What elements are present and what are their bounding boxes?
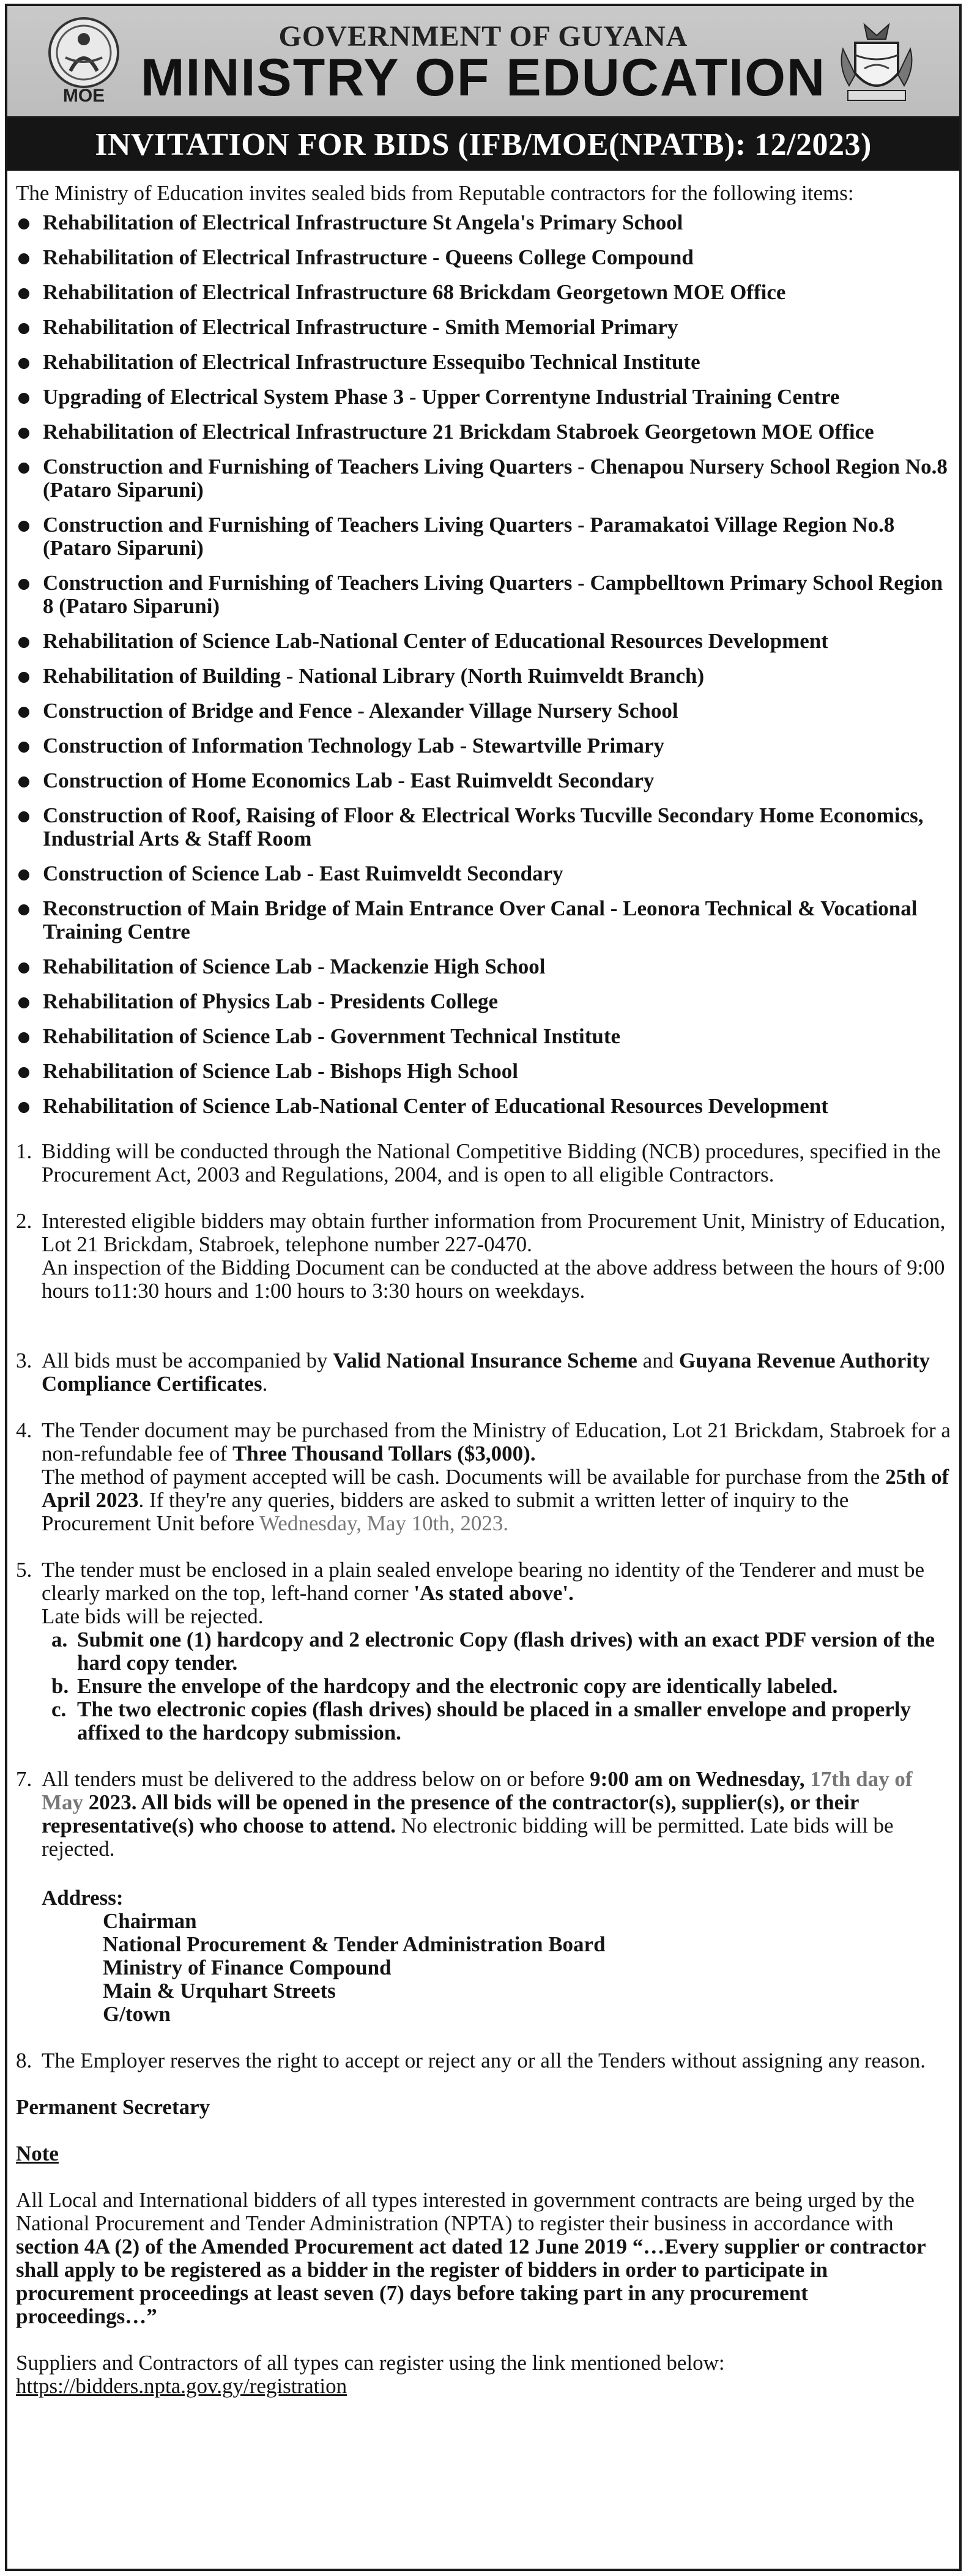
sub-item-text: Ensure the envelope of the hardcopy and the electronic copy are identically labeled. bbox=[77, 1674, 838, 1698]
list-item: Rehabilitation of Electrical Infrastructure 21 Brickdam Stabroek Georgetown MOE Office bbox=[16, 420, 951, 444]
bid-items-list bbox=[16, 211, 951, 1118]
clause-3 bbox=[16, 1349, 951, 1396]
clause-text: All bids must be accompanied by bbox=[42, 1349, 333, 1372]
sub-item-letter: c. bbox=[51, 1697, 67, 1721]
list-item bbox=[16, 1675, 951, 1698]
deadline-year: 2023. bbox=[83, 1790, 137, 1814]
list-item: Rehabilitation of Science Lab - Mackenzie High School bbox=[16, 955, 951, 978]
clause-text: No electronic bidding will be permitted. Late bids will be rejected. bbox=[42, 1814, 894, 1861]
clause-number: 2. bbox=[16, 1209, 32, 1233]
list-item: Construction of Bridge and Fence - Alexander Village Nursery School bbox=[16, 699, 951, 723]
list-item: Rehabilitation of Science Lab - Government Technical Institute bbox=[16, 1025, 951, 1048]
list-item: Rehabilitation of Electrical Infrastructure - Queens College Compound bbox=[16, 246, 951, 269]
address-label: Address: bbox=[42, 1886, 124, 1910]
clause-text: The Employer reserves the right to accept or reject any or all the Tenders without assigning any reason. bbox=[42, 2049, 926, 2072]
bid-notice-page bbox=[5, 4, 962, 2571]
list-item: Rehabilitation of Electrical Infrastructure Essequibo Technical Institute bbox=[16, 351, 951, 374]
clause-text: The tender must be enclosed in a plain sealed envelope bearing no identity of the Tenderer and must be clearly marked on the top, left-hand corner bbox=[42, 1558, 925, 1605]
bid-opening-text: All bids will be opened in the presence of the contractor(s), supplier(s), or their representative(s) who choose to attend. bbox=[42, 1790, 859, 1837]
sub-item-text: The two electronic copies (flash drives) should be placed in a smaller envelope and properly affixed to the hardcopy submission. bbox=[77, 1697, 911, 1744]
list-item: Construction of Information Technology Lab - Stewartville Primary bbox=[16, 734, 951, 758]
clause-number: 5. bbox=[16, 1558, 32, 1582]
list-item bbox=[16, 1628, 951, 1675]
clause-text: . If they're any queries, bidders are asked to submit a written letter of inquiry to the Procurement Unit before bbox=[42, 1488, 849, 1535]
note-body: All Local and International bidders of all types interested in government contracts are being urged by the National Procurement and Tender Administration (NPTA) to register their business in accordance with bbox=[16, 2188, 915, 2235]
list-item: Reconstruction of Main Bridge of Main Entrance Over Canal - Leonora Technical & Vocational Training Centre bbox=[16, 897, 951, 944]
note-text bbox=[16, 2189, 951, 2328]
list-item: Rehabilitation of Electrical Infrastructure St Angela's Primary School bbox=[16, 211, 951, 234]
legal-section-quote: section 4A (2) of the Amended Procurement act dated 12 June 2019 “…Every supplier or contractor shall apply to be registered as a bidder in the register of bidders in order to participate in procurement proceedings at least seven (7) days before taking part in any procurement proceedings…” bbox=[16, 2235, 926, 2328]
clause-text: . bbox=[262, 1372, 268, 1396]
list-item: Upgrading of Electrical System Phase 3 - Upper Correntyne Industrial Training Centre bbox=[16, 385, 951, 409]
delivery-address bbox=[16, 1886, 951, 2026]
address-line: Chairman bbox=[103, 1909, 197, 1933]
list-item: Construction and Furnishing of Teachers Living Quarters - Chenapou Nursery School Region No.8 (Pataro Siparuni) bbox=[16, 455, 951, 502]
ministry-title: MINISTRY OF EDUCATION bbox=[140, 48, 826, 107]
intro-text: The Ministry of Education invites sealed bids from Reputable contractors for the following items: bbox=[16, 181, 854, 205]
address-line: G/town bbox=[103, 2002, 171, 2026]
list-item: Rehabilitation of Electrical Infrastructure - Smith Memorial Primary bbox=[16, 316, 951, 339]
clause-text: Interested eligible bidders may obtain further information from Procurement Unit, Ministry of Education, Lot 21 Brickdam, Stabroek, telephone number 227-0470. bbox=[42, 1209, 946, 1256]
clause-number: 7. bbox=[16, 1767, 32, 1791]
clause-5 bbox=[16, 1558, 951, 1628]
list-item: Construction of Science Lab - East Ruimveldt Secondary bbox=[16, 862, 951, 885]
address-line: National Procurement & Tender Administration Board bbox=[103, 1932, 606, 1956]
clause-number: 3. bbox=[16, 1349, 32, 1372]
clause-number: 1. bbox=[16, 1139, 32, 1163]
list-item: Rehabilitation of Electrical Infrastructure 68 Brickdam Georgetown MOE Office bbox=[16, 281, 951, 304]
notice-body bbox=[7, 171, 959, 2398]
clause-text: All tenders must be delivered to the address below on or before bbox=[42, 1767, 590, 1791]
submission-requirements-list bbox=[16, 1628, 951, 1744]
registration-link[interactable]: https://bidders.npta.gov.gy/registration bbox=[16, 2374, 347, 2398]
moe-logo-text: MOE bbox=[62, 86, 105, 106]
clause-2 bbox=[16, 1210, 951, 1303]
availability-date: 25th of April 2023 bbox=[42, 1465, 949, 1512]
nis-certificate-text: Valid National Insurance Scheme bbox=[333, 1349, 637, 1372]
marking-instruction: 'As stated above'. bbox=[414, 1581, 574, 1605]
tender-fee: Three Thousand Tollars ($3,000). bbox=[232, 1442, 536, 1465]
coat-of-arms-icon bbox=[837, 18, 916, 107]
list-item: Construction and Furnishing of Teachers Living Quarters - Paramakatoi Village Region No.8 (Pataro Siparuni) bbox=[16, 513, 951, 560]
late-bids-text: Late bids will be rejected. bbox=[42, 1604, 264, 1628]
deadline-day: 17th day of May bbox=[42, 1767, 913, 1814]
list-item: Rehabilitation of Science Lab-National Center of Educational Resources Development bbox=[16, 630, 951, 653]
clause-text: The method of payment accepted will be cash. Documents will be available for purchase from the bbox=[42, 1465, 886, 1489]
inquiry-deadline: Wednesday, May 10th, 2023. bbox=[259, 1511, 509, 1535]
list-item: Rehabilitation of Physics Lab - Presidents College bbox=[16, 990, 951, 1013]
list-item: Rehabilitation of Science Lab-National Center of Educational Resources Development bbox=[16, 1095, 951, 1118]
address-line: Ministry of Finance Compound bbox=[103, 1956, 392, 1979]
address-lines bbox=[42, 1910, 951, 2026]
sub-item-letter: b. bbox=[51, 1674, 69, 1698]
clause-4 bbox=[16, 1419, 951, 1535]
registration-text: Suppliers and Contractors of all types can register using the link mentioned below: bbox=[16, 2351, 725, 2375]
clause-text: Bidding will be conducted through the National Competitive Bidding (NCB) procedures, specified in the Procurement Act, 2003 and Regulations, 2004, and is open to all eligible Contractors. bbox=[42, 1139, 941, 1186]
address-line: Main & Urquhart Streets bbox=[103, 1979, 336, 2003]
list-item: Construction of Home Economics Lab - East Ruimveldt Secondary bbox=[16, 769, 951, 792]
list-item: Rehabilitation of Science Lab - Bishops High School bbox=[16, 1060, 951, 1083]
ministry-header bbox=[7, 6, 959, 118]
clause-text: The Tender document may be purchased from the Ministry of Education, Lot 21 Brickdam, Stabroek for a non-refundable fee of bbox=[42, 1418, 951, 1465]
government-title: GOVERNMENT OF GUYANA bbox=[278, 20, 688, 53]
clause-7 bbox=[16, 1768, 951, 1861]
clause-text: and bbox=[637, 1349, 679, 1372]
clause-8 bbox=[16, 2049, 951, 2072]
clause-number: 8. bbox=[16, 2049, 32, 2072]
ifb-title-bar: INVITATION FOR BIDS (IFB/MOE(NPATB): 12/2023) bbox=[7, 118, 959, 171]
clause-1 bbox=[16, 1140, 951, 1186]
list-item bbox=[16, 1698, 951, 1744]
note-heading: Note bbox=[16, 2142, 59, 2165]
gra-certificate-text: Guyana Revenue Authority Compliance Certificates bbox=[42, 1349, 930, 1396]
signatory-title: Permanent Secretary bbox=[16, 2095, 210, 2119]
list-item: Construction and Furnishing of Teachers Living Quarters - Campbelltown Primary School Region 8 (Pataro Siparuni) bbox=[16, 571, 951, 618]
sub-item-text: Submit one (1) hardcopy and 2 electronic Copy (flash drives) with an exact PDF version of the hard copy tender. bbox=[77, 1628, 935, 1675]
clause-number: 4. bbox=[16, 1418, 32, 1442]
sub-item-letter: a. bbox=[51, 1628, 68, 1651]
list-item: Construction of Roof, Raising of Floor & Electrical Works Tucville Secondary Home Economics, Industrial Arts & Staff Room bbox=[16, 804, 951, 851]
clause-text-inspection: An inspection of the Bidding Document can be conducted at the above address between the hours of 9:00 hours to11:30 hours and 1:00 hours to 3:30 hours on weekdays. bbox=[42, 1256, 945, 1303]
list-item: Rehabilitation of Building - National Library (North Ruimveldt Branch) bbox=[16, 664, 951, 688]
deadline-time: 9:00 am on Wednesday, bbox=[590, 1767, 811, 1791]
